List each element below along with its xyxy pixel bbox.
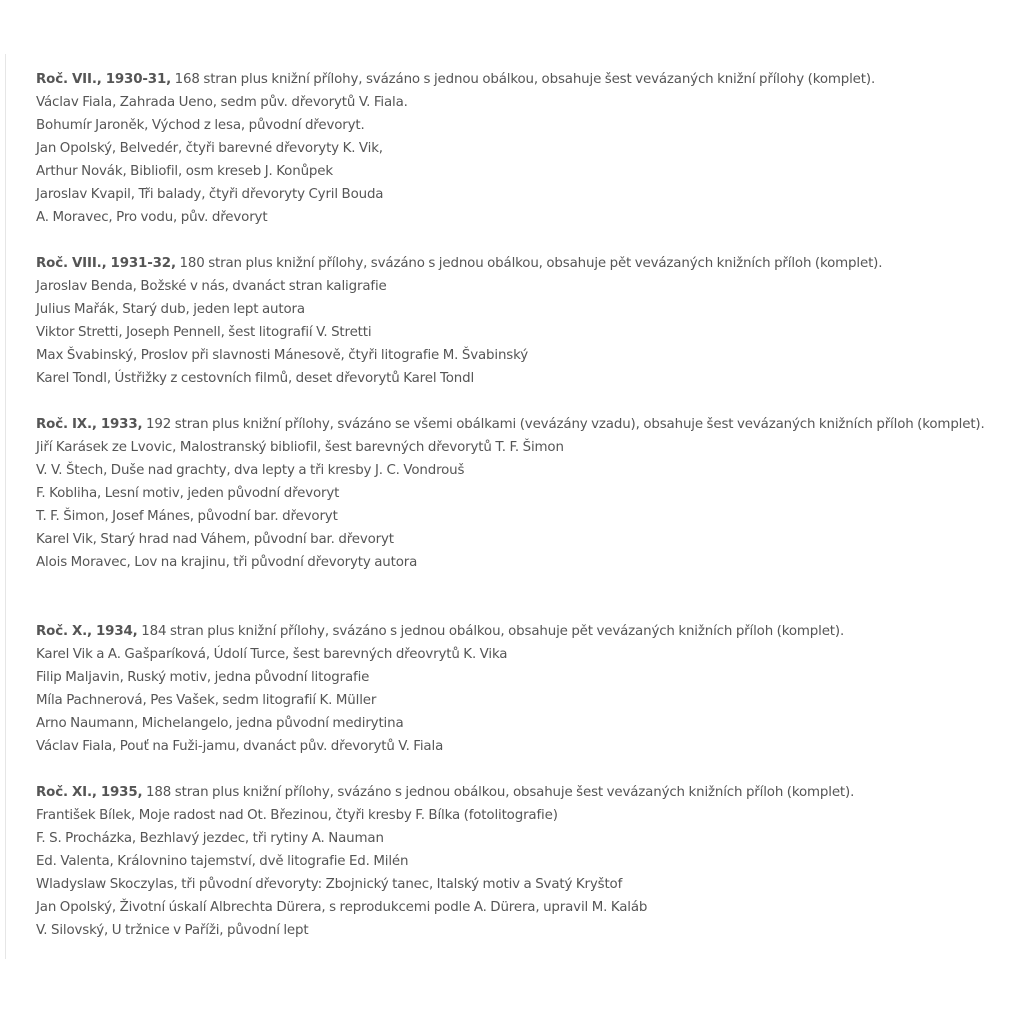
volume-summary: [36, 413, 996, 436]
list-item: V. V. Štech, Duše nad grachty, dva lepty a tři kresby J. C. Vondrouš: [36, 463, 465, 478]
content-column: [5, 54, 1005, 959]
list-item: Václav Fiala, Pouť na Fuži-jamu, dvanáct pův. dřevorytů V. Fiala: [36, 739, 444, 754]
volume-summary: [36, 781, 996, 804]
list-item: F. S. Procházka, Bezhlavý jezdec, tři rytiny A. Nauman: [36, 831, 384, 846]
list-item: T. F. Šimon, Josef Mánes, původní bar. dřevoryt: [36, 509, 338, 524]
volume-summary-text: 188 stran plus knižní přílohy, svázáno s jednou obálkou, obsahuje šest vevázaných knižních příloh (komplet).: [142, 785, 855, 800]
volume-heading: Roč. X., 1934,: [36, 624, 138, 639]
volume-summary-text: 192 stran plus knižní přílohy, svázáno se všemi obálkami (vevázány vzadu), obsahuje šest vevázaných knižních příloh (komplet).: [142, 417, 985, 432]
volume-heading: Roč. XI., 1935,: [36, 785, 143, 800]
volume-summary-text: 168 stran plus knižní přílohy, svázáno s jednou obálkou, obsahuje šest vevázaných knižní přílohy (komplet).: [171, 72, 876, 87]
volume-heading: Roč. VII., 1930-31,: [36, 72, 172, 87]
list-item: Jaroslav Kvapil, Tři balady, čtyři dřevoryty Cyril Bouda: [36, 187, 384, 202]
volume-block-ix: [36, 413, 996, 574]
volume-block-xi: [36, 781, 996, 942]
list-item: Karel Vik a A. Gašparíková, Údolí Turce, šest barevných dřeovrytů K. Vika: [36, 647, 508, 662]
volume-summary: [36, 68, 996, 91]
list-item: Viktor Stretti, Joseph Pennell, šest litografií V. Stretti: [36, 325, 372, 340]
volume-summary-text: 180 stran plus knižní přílohy, svázáno s jednou obálkou, obsahuje pět vevázaných knižních příloh (komplet).: [175, 256, 883, 271]
list-item: Václav Fiala, Zahrada Ueno, sedm pův. dřevorytů V. Fiala.: [36, 95, 408, 110]
list-item: A. Moravec, Pro vodu, pův. dřevoryt: [36, 210, 268, 225]
volume-block-vii: [36, 68, 996, 229]
volume-block-x: [36, 620, 996, 758]
volume-summary: [36, 620, 996, 643]
list-item: Míla Pachnerová, Pes Vašek, sedm litografií K. Müller: [36, 693, 377, 708]
list-item: Alois Moravec, Lov na krajinu, tři původní dřevoryty autora: [36, 555, 418, 570]
list-item: Ed. Valenta, Královnino tajemství, dvě litografie Ed. Milén: [36, 854, 409, 869]
volume-summary: [36, 252, 996, 275]
list-item: František Bílek, Moje radost nad Ot. Březinou, čtyři kresby F. Bílka (fotolitografie): [36, 808, 558, 823]
volume-heading: Roč. IX., 1933,: [36, 417, 143, 432]
volume-summary-text: 184 stran plus knižní přílohy, svázáno s jednou obálkou, obsahuje pět vevázaných knižních příloh (komplet).: [137, 624, 845, 639]
list-item: Julius Mařák, Starý dub, jeden lept autora: [36, 302, 305, 317]
volume-heading: Roč. VIII., 1931-32,: [36, 256, 176, 271]
list-item: Karel Tondl, Ústřižky z cestovních filmů, deset dřevorytů Karel Tondl: [36, 371, 475, 386]
list-item: Jan Opolský, Belvedér, čtyři barevné dřevoryty K. Vik,: [36, 141, 383, 156]
list-item: Karel Vik, Starý hrad nad Váhem, původní bar. dřevoryt: [36, 532, 394, 547]
list-item: Bohumír Jaroněk, Východ z lesa, původní dřevoryt.: [36, 118, 365, 133]
list-item: Wladyslaw Skoczylas, tři původní dřevoryty: Zbojnický tanec, Italský motiv a Svatý Kryštof: [36, 877, 623, 892]
list-item: F. Kobliha, Lesní motiv, jeden původní dřevoryt: [36, 486, 340, 501]
list-item: Jaroslav Benda, Božské v nás, dvanáct stran kaligrafie: [36, 279, 387, 294]
list-item: Jan Opolský, Životní úskalí Albrechta Dürera, s reprodukcemi podle A. Dürera, upravil M. Kaláb: [36, 900, 648, 915]
list-item: Filip Maljavin, Ruský motiv, jedna původní litografie: [36, 670, 370, 685]
list-item: Max Švabinský, Proslov při slavnosti Mánesově, čtyři litografie M. Švabinský: [36, 348, 529, 363]
list-item: Arthur Novák, Bibliofil, osm kreseb J. Konůpek: [36, 164, 333, 179]
volume-block-viii: [36, 252, 996, 390]
list-item: Arno Naumann, Michelangelo, jedna původní medirytina: [36, 716, 404, 731]
list-item: Jiří Karásek ze Lvovic, Malostranský bibliofil, šest barevných dřevorytů T. F. Šimon: [36, 440, 564, 455]
list-item: V. Silovský, U tržnice v Paříži, původní lept: [36, 923, 309, 938]
